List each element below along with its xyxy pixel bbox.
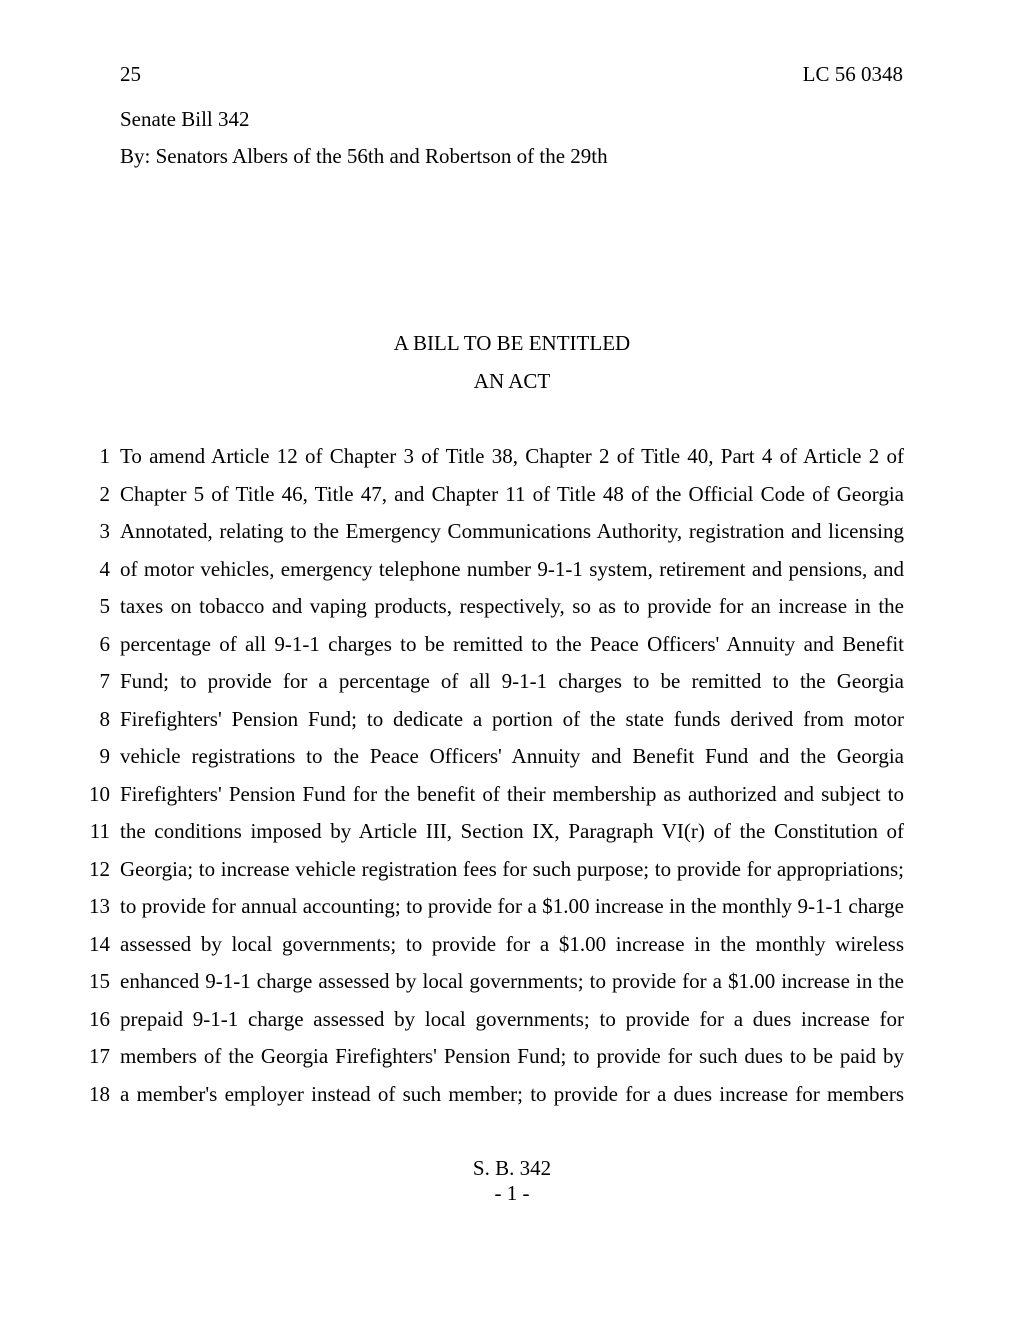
line-number: 10 <box>89 781 110 806</box>
line-number: 18 <box>89 1081 110 1106</box>
line-text: members of the Georgia Firefighters' Pension Fund; to provide for such dues to be paid by <box>120 1044 904 1068</box>
line-number: 1 <box>99 444 110 468</box>
line-text: of motor vehicles, emergency telephone number 9-1-1 system, retirement and pensions, and <box>120 556 904 581</box>
numbered-line <box>0 557 1024 595</box>
line-text: prepaid 9-1-1 charge assessed by local governments; to provide for a dues increase for <box>120 1006 904 1031</box>
line-number: 7 <box>99 669 110 693</box>
line-text: the conditions imposed by Article III, Section IX, Paragraph VI(r) of the Constitution of <box>120 819 904 843</box>
line-number: 2 <box>99 481 110 506</box>
line-text: a member's employer instead of such member; to provide for a dues increase for members <box>120 1081 904 1106</box>
line-text: Chapter 5 of Title 46, Title 47, and Chapter 11 of Title 48 of the Official Code of Georgia <box>120 481 904 506</box>
line-number: 13 <box>89 894 110 918</box>
line-number: 14 <box>89 931 110 956</box>
numbered-line <box>0 444 1024 482</box>
line-number: 5 <box>99 594 110 618</box>
line-text: Fund; to provide for a percentage of all 9-1-1 charges to be remitted to the Georgia <box>120 669 904 693</box>
numbered-line <box>0 707 1024 745</box>
line-text: to provide for annual accounting; to provide for a $1.00 increase in the monthly 9-1-1 charge <box>120 894 904 918</box>
line-text: enhanced 9-1-1 charge assessed by local governments; to provide for a $1.00 increase in the <box>120 969 904 993</box>
line-number: 17 <box>89 1044 110 1068</box>
line-text: percentage of all 9-1-1 charges to be remitted to the Peace Officers' Annuity and Benefit <box>120 631 904 656</box>
lc-code: LC 56 0348 <box>802 62 903 86</box>
line-number: 4 <box>99 556 110 581</box>
line-number: 15 <box>89 969 110 993</box>
line-text: Firefighters' Pension Fund; to dedicate a portion of the state funds derived from motor <box>120 706 904 731</box>
bill-number: Senate Bill 342 <box>120 107 250 131</box>
line-number: 6 <box>99 631 110 656</box>
numbered-line <box>0 1044 1024 1082</box>
numbered-line <box>0 1007 1024 1045</box>
line-text: To amend Article 12 of Chapter 3 of Title 38, Chapter 2 of Title 40, Part 4 of Article 2 of <box>120 444 904 468</box>
numbered-line <box>0 969 1024 1007</box>
line-text: taxes on tobacco and vaping products, respectively, so as to provide for an increase in the <box>120 594 904 618</box>
numbered-line <box>0 519 1024 557</box>
footer-bill-reference: S. B. 342 <box>472 1156 552 1180</box>
bill-body <box>0 444 1024 1119</box>
numbered-line <box>0 932 1024 970</box>
numbered-line <box>0 894 1024 932</box>
bill-title-line2: AN ACT <box>473 369 551 393</box>
numbered-line <box>0 1082 1024 1120</box>
numbered-line <box>0 669 1024 707</box>
line-number: 16 <box>89 1006 110 1031</box>
session-number: 25 <box>120 62 141 86</box>
numbered-line <box>0 819 1024 857</box>
line-number: 11 <box>89 819 110 843</box>
line-text: Annotated, relating to the Emergency Communications Authority, registration and licensing <box>120 519 904 543</box>
sponsors-line: By: Senators Albers of the 56th and Robertson of the 29th <box>120 144 608 168</box>
bill-title-line1: A BILL TO BE ENTITLED <box>393 331 631 355</box>
numbered-line <box>0 632 1024 670</box>
numbered-line <box>0 782 1024 820</box>
line-text: vehicle registrations to the Peace Officers' Annuity and Benefit Fund and the Georgia <box>120 744 904 768</box>
line-number: 8 <box>99 706 110 731</box>
footer-page-number: - 1 - <box>494 1181 530 1205</box>
line-text: Georgia; to increase vehicle registration fees for such purpose; to provide for appropriations; <box>120 856 904 881</box>
line-number: 12 <box>89 856 110 881</box>
line-text: Firefighters' Pension Fund for the benefit of their membership as authorized and subject to <box>120 781 904 806</box>
numbered-line <box>0 594 1024 632</box>
line-number: 3 <box>99 519 110 543</box>
numbered-line <box>0 744 1024 782</box>
line-number: 9 <box>99 744 110 768</box>
numbered-line <box>0 857 1024 895</box>
line-text: assessed by local governments; to provide for a $1.00 increase in the monthly wireless <box>120 931 904 956</box>
numbered-line <box>0 482 1024 520</box>
